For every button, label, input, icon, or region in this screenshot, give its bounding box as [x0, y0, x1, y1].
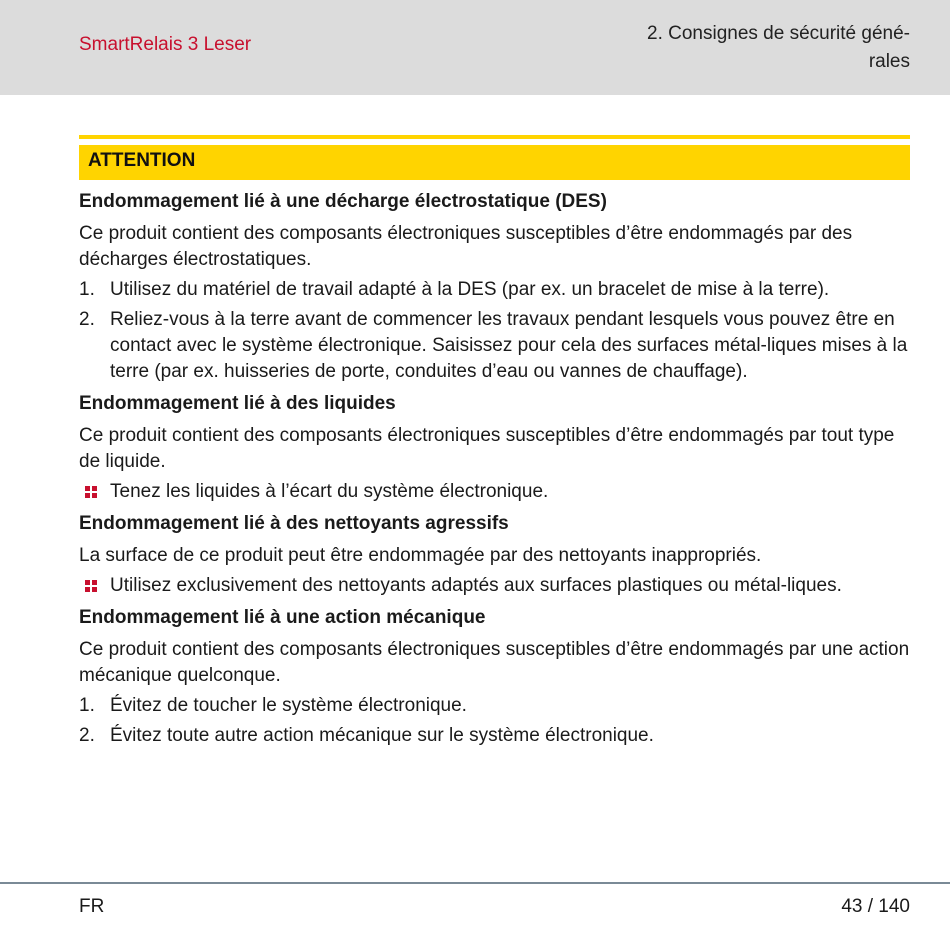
brand-title: SmartRelais 3 Leser	[79, 34, 252, 55]
bullet-icon	[85, 580, 97, 592]
list-text: Utilisez du matériel de travail adapté à la DES (par ex. un bracelet de mise à la terre).	[110, 279, 830, 300]
list-item	[79, 307, 914, 385]
section-text: Ce produit contient des composants électroniques susceptibles d’être endommagés par tout type de liquide.	[79, 425, 895, 472]
section-text: Ce produit contient des composants électroniques susceptibles d’être endommagés par une action mécanique quelconque.	[79, 639, 910, 686]
list-item	[79, 277, 914, 303]
list-number: 2.	[79, 725, 95, 746]
page-header	[0, 0, 950, 95]
footer-language: FR	[79, 896, 105, 917]
section-liquids	[79, 389, 914, 505]
section-text: La surface de ce produit peut être endommagée par des nettoyants inappropriés.	[79, 545, 762, 566]
attention-label: ATTENTION	[88, 150, 196, 171]
list-number: 1.	[79, 279, 95, 300]
list-number: 1.	[79, 695, 95, 716]
section-esd	[79, 187, 914, 385]
list-item	[79, 693, 914, 719]
list-text: Utilisez exclusivement des nettoyants adaptés aux surfaces plastiques ou métal-liques.	[110, 575, 842, 596]
chapter-title-line1: 2. Consignes de sécurité géné-	[647, 23, 910, 44]
bullet-icon	[85, 486, 97, 498]
list-text: Tenez les liquides à l’écart du système électronique.	[110, 481, 549, 502]
notice-content	[79, 187, 914, 753]
section-heading: Endommagement lié à des nettoyants agressifs	[79, 513, 509, 534]
chapter-title-line2: rales	[868, 51, 910, 72]
footer-divider	[0, 882, 950, 884]
section-heading: Endommagement lié à une décharge électrostatique (DES)	[79, 191, 607, 212]
section-heading: Endommagement lié à des liquides	[79, 393, 396, 414]
section-cleaners	[79, 509, 914, 599]
list-item	[79, 723, 914, 749]
section-mechanical	[79, 603, 914, 749]
list-item	[79, 479, 914, 505]
list-text: Évitez toute autre action mécanique sur le système électronique.	[110, 725, 654, 746]
page-number: 43 / 140	[841, 896, 910, 917]
list-item	[79, 573, 914, 599]
chapter-title	[550, 20, 910, 76]
section-text: Ce produit contient des composants électroniques susceptibles d’être endommagés par des décharges électrostatiques.	[79, 223, 853, 270]
section-heading: Endommagement lié à une action mécanique	[79, 607, 486, 628]
list-text: Évitez de toucher le système électronique.	[110, 695, 467, 716]
list-text: Reliez-vous à la terre avant de commencer les travaux pendant lesquels vous pouvez être en contact avec le système électronique. Saisissez pour cela des surfaces métal-liques mises à la terre (par ex. huisseries de porte, conduites d’eau ou vannes de chauffage).	[110, 309, 908, 382]
attention-banner	[79, 145, 910, 180]
list-number: 2.	[79, 309, 95, 330]
notice-rule	[79, 135, 910, 139]
